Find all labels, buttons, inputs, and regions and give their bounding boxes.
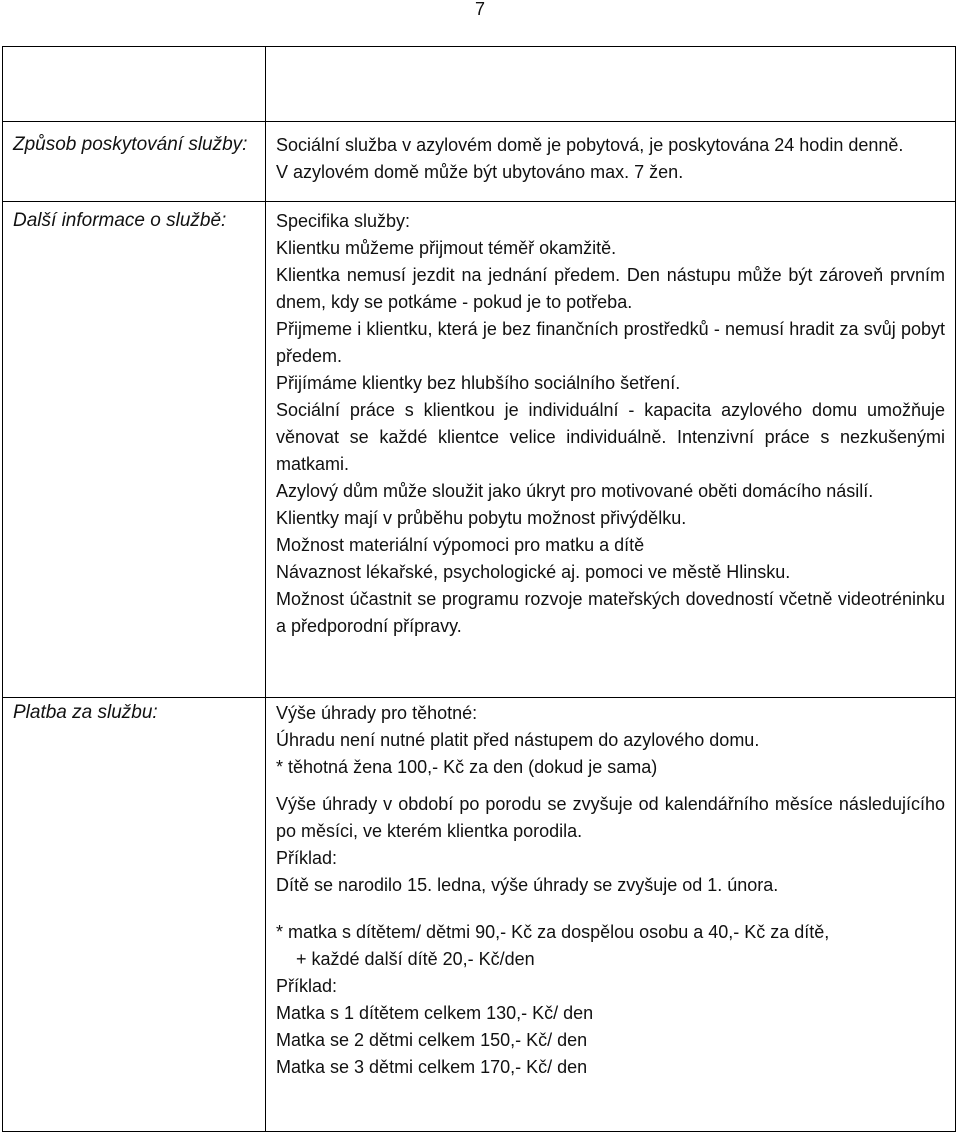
payment-value-cell <box>266 698 956 1132</box>
table-row-empty <box>3 47 956 122</box>
payment-mother-line: Matka se 2 dětmi celkem 150,- Kč/ den <box>276 1030 588 1051</box>
payment-mother-line: * matka s dítětem/ dětmi 90,- Kč za dospělou osobu a 40,- Kč za dítě, <box>276 922 830 943</box>
payment-mother-line: Matka se 3 dětmi celkem 170,- Kč/ den <box>276 1057 588 1078</box>
page-number: 7 <box>474 0 485 19</box>
service-info-line: Možnost materiální výpomoci pro matku a dítě <box>276 535 645 556</box>
table-row-service-way <box>3 122 956 202</box>
service-info-line: Klientku můžeme přijmout téměř okamžitě. <box>276 238 617 259</box>
payment-label: Platba za službu: <box>13 702 158 724</box>
payment-pregnant-line: Výše úhrady pro těhotné: <box>276 703 478 724</box>
service-info-label: Další informace o službě: <box>13 210 227 232</box>
service-info-line: Sociální práce s klientkou je individuální - kapacita azylového domu umožňuje věnovat se každé klientce velice individuálně. Intenzivní práce s nezkušenými matkami. <box>276 400 945 475</box>
payment-after-birth-line: Příklad: <box>276 848 338 869</box>
service-info-line: Klientka nemusí jezdit na jednání předem. Den nástupu může být zároveň prvním dnem, kdy se potkáme - pokud je to potřeba. <box>276 265 945 313</box>
service-way-line: V azylovém domě může být ubytováno max. 7 žen. <box>276 162 684 182</box>
service-info-line: Specifika služby: <box>276 211 411 232</box>
payment-label-cell <box>3 698 266 1132</box>
service-way-line: Sociální služba v azylovém domě je pobytová, je poskytována 24 hodin denně. <box>276 135 904 155</box>
payment-mother-line: + každé další dítě 20,- Kč/den <box>296 949 535 970</box>
service-info-value-cell <box>266 202 956 698</box>
service-info-line: Přijmeme i klientku, která je bez finančních prostředků - nemusí hradit za svůj pobyt předem. <box>276 319 945 367</box>
payment-mother-line: Matka s 1 dítětem celkem 130,- Kč/ den <box>276 1003 594 1024</box>
service-info-line: Možnost účastnit se programu rozvoje mateřských dovedností včetně videotréninku a předporodní přípravy. <box>276 589 945 637</box>
payment-mother-line: Příklad: <box>276 976 338 997</box>
service-info-line: Přijímáme klientky bez hlubšího sociálního šetření. <box>276 373 681 394</box>
service-info-table <box>2 46 956 1132</box>
service-info-line: Azylový dům může sloužit jako úkryt pro motivované oběti domácího násilí. <box>276 481 874 502</box>
table-row-payment <box>3 698 956 1132</box>
service-way-label-cell <box>3 122 266 202</box>
service-info-label-cell <box>3 202 266 698</box>
service-way-label: Způsob poskytování služby: <box>13 134 248 155</box>
empty-value-cell <box>266 47 956 122</box>
empty-label-cell <box>3 47 266 122</box>
table-row-service-info <box>3 202 956 698</box>
service-way-value-cell <box>266 122 956 202</box>
service-info-line: Klientky mají v průběhu pobytu možnost přivýdělku. <box>276 508 687 529</box>
payment-after-birth-line: Dítě se narodilo 15. ledna, výše úhrady se zvyšuje od 1. února. <box>276 875 779 896</box>
service-info-line: Návaznost lékařské, psychologické aj. pomoci ve městě Hlinsku. <box>276 562 791 583</box>
payment-pregnant-line: * těhotná žena 100,- Kč za den (dokud je sama) <box>276 757 658 778</box>
payment-pregnant-line: Úhradu není nutné platit před nástupem do azylového domu. <box>276 730 760 751</box>
payment-after-birth-line: Výše úhrady v období po porodu se zvyšuje od kalendářního měsíce následujícího po měsíci, ve kterém klientka porodila. <box>276 794 945 842</box>
